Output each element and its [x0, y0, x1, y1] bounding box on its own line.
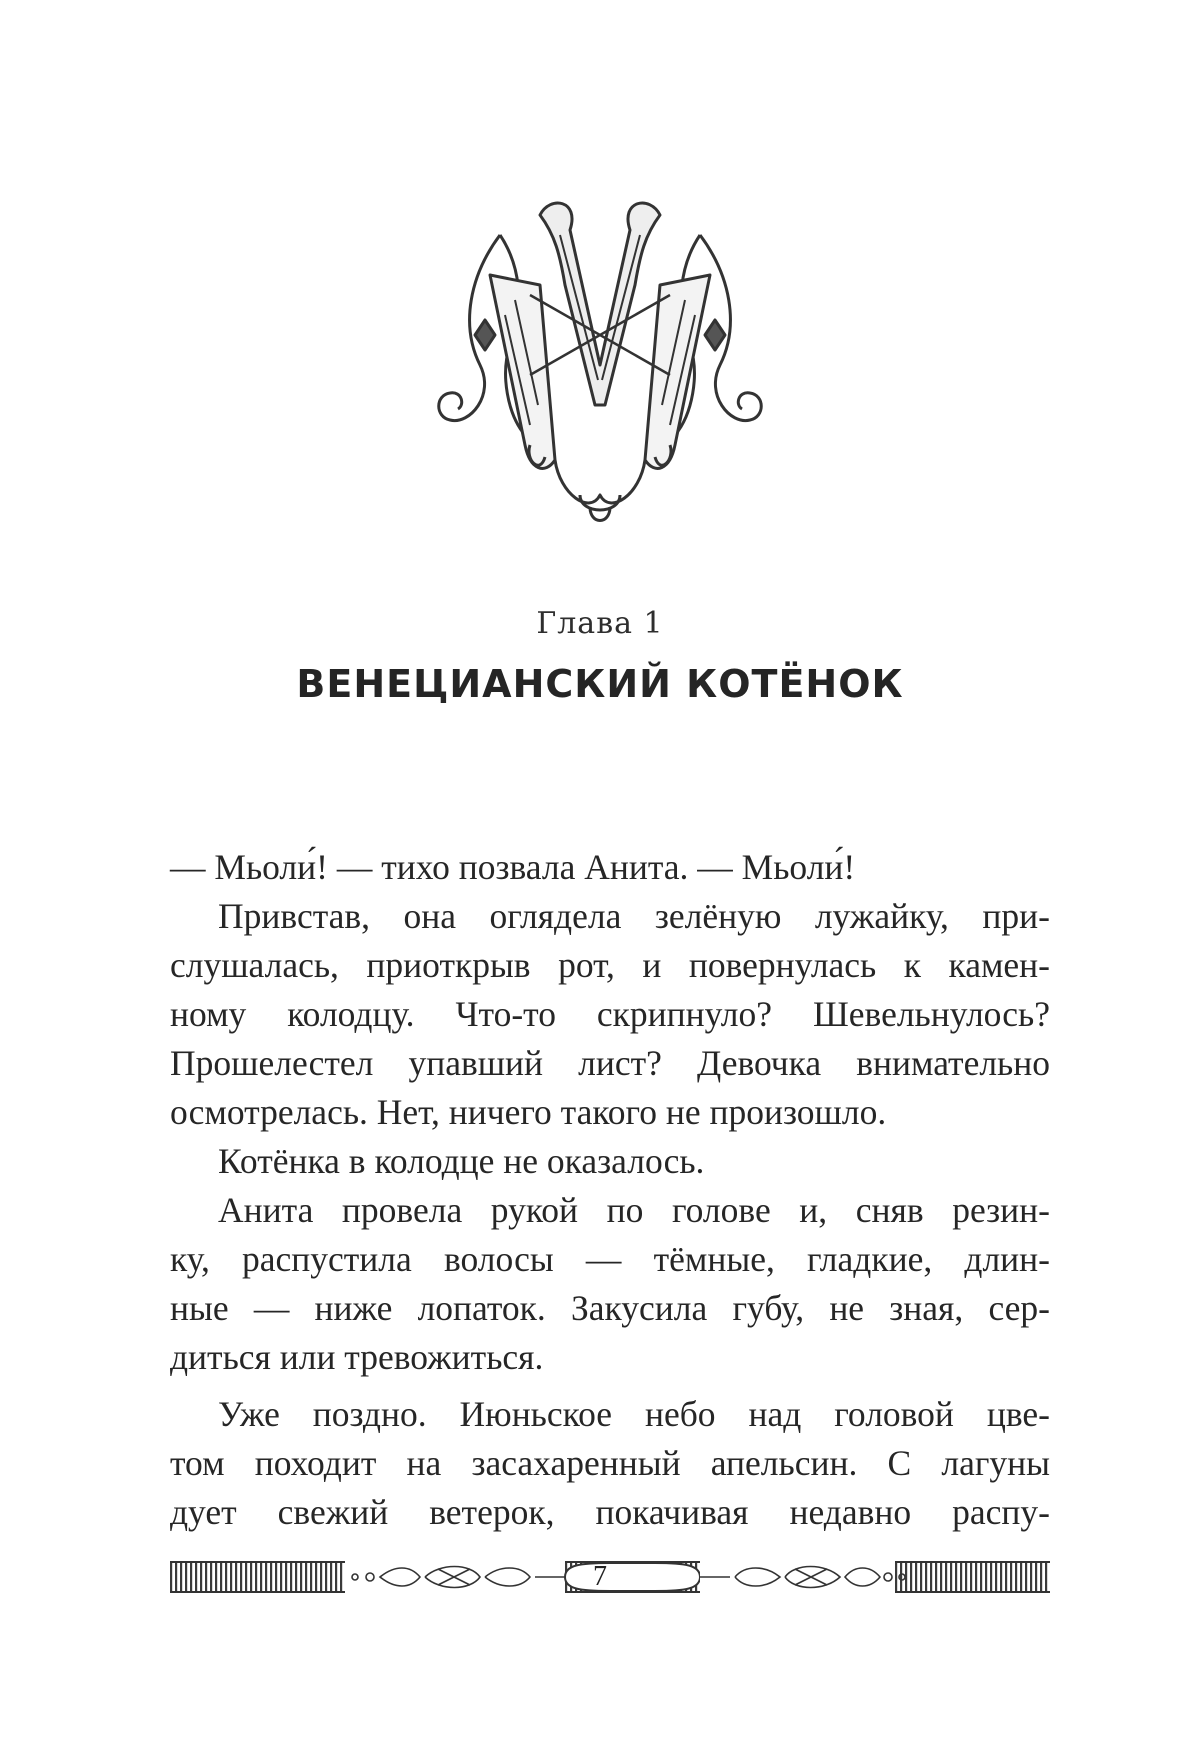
paragraph-line: ному колодцу. Что-то скрипнуло? Шевельнулось?	[170, 994, 1050, 1034]
paragraph-line: слушалась, приоткрыв рот, и повернулась к камен-	[170, 945, 1050, 985]
paragraph-line: том походит на засахаренный апельсин. С лагуны	[170, 1443, 1050, 1483]
page-number: 7	[593, 1561, 607, 1592]
paragraph-line: осмотрелась. Нет, ничего такого не произошло.	[170, 1092, 887, 1132]
monogram-m-icon	[430, 195, 770, 535]
paragraph-line: Привстав, она оглядела зелёную лужайку, при-	[218, 896, 1050, 936]
paragraph-line: — Мьоли́! — тихо позвала Анита. — Мьоли́!	[170, 847, 856, 887]
paragraph-line: ные — ниже лопаток. Закусила губу, не зная, сер-	[170, 1288, 1050, 1328]
paragraph-line: Прошелестел упавший лист? Девочка внимательно	[170, 1043, 1050, 1083]
paragraph-line: Анита провела рукой по голове и, сняв резин-	[218, 1190, 1050, 1230]
paragraph-line: диться или тревожиться.	[170, 1337, 544, 1377]
paragraph-line: Уже поздно. Июньское небо над головой цве-	[218, 1394, 1050, 1434]
paragraph-line: ку, распустила волосы — тёмные, гладкие, длин-	[170, 1239, 1050, 1279]
paragraph-line: Котёнка в колодце не оказалось.	[218, 1141, 705, 1181]
body-text	[170, 843, 1050, 1537]
chapter-title: ВЕНЕЦИАНСКИЙ КОТЁНОК	[296, 662, 904, 706]
chapter-label: Глава 1	[536, 606, 664, 641]
paragraph-line: дует свежий ветерок, покачивая недавно распу-	[170, 1492, 1050, 1532]
